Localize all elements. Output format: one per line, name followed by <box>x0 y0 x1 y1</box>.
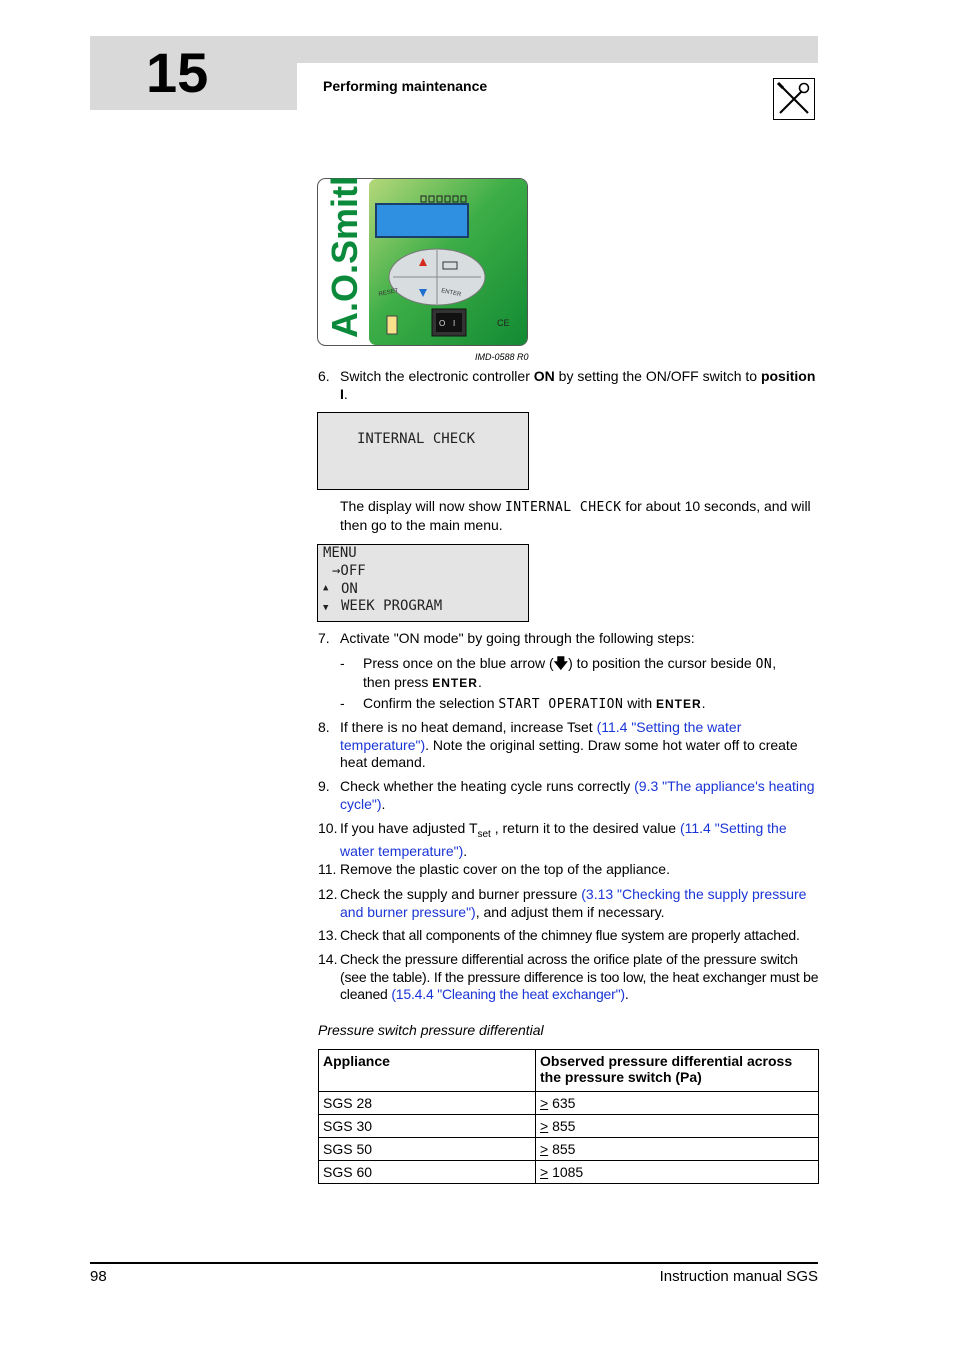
enter-label: ENTER <box>440 288 462 299</box>
switch-on-label: I <box>453 319 456 328</box>
header-appliance: Appliance <box>319 1050 536 1092</box>
manual-title: Instruction manual SGS <box>659 1268 818 1285</box>
reset-label: RESET <box>378 287 399 298</box>
lcd-main-menu: MENU →OFF ▲ ON ▼ WEEK PROGRAM <box>317 544 529 622</box>
controller-figure <box>317 178 528 346</box>
footer-divider <box>90 1262 818 1264</box>
link-cleaning-heat-exchanger[interactable]: (15.4.4 "Cleaning the heat exchanger") <box>391 986 625 1002</box>
page-number: 98 <box>90 1268 107 1285</box>
figure-caption: IMD-0588 R0 <box>475 352 529 362</box>
link-setting-water-temperature-2[interactable]: (11.4 "Setting the water temperature") <box>340 820 787 860</box>
table-row: SGS 30 > 855 <box>319 1115 819 1138</box>
link-heating-cycle[interactable]: (9.3 "The appliance's heating cycle") <box>340 778 815 812</box>
tools-icon <box>773 78 815 120</box>
table-row: SGS 50 > 855 <box>319 1138 819 1161</box>
chapter-number: 15 <box>146 41 209 104</box>
ce-mark: CE <box>497 318 510 328</box>
header-pressure: Observed pressure differential across the pressure switch (Pa) <box>536 1050 819 1092</box>
up-arrow-icon: ▲ <box>323 583 329 593</box>
display-note: The display will now show INTERNAL CHECK for about 10 seconds, and will then go to the main menu. <box>340 498 811 533</box>
pressure-table <box>318 1049 819 1184</box>
link-supply-pressure[interactable]: (3.13 "Checking the supply pressure and burner pressure") <box>340 886 807 920</box>
table-row: SGS 60 > 1085 <box>319 1161 819 1184</box>
down-arrow-icon: 🡇 <box>553 655 569 671</box>
section-title: Performing maintenance <box>323 78 488 94</box>
link-setting-water-temperature[interactable]: (11.4 "Setting the water temperature") <box>340 719 742 753</box>
switch-off-label: O <box>439 319 446 328</box>
down-arrow-icon: ▼ <box>323 603 329 613</box>
brand-logo: A.O.Smith <box>324 178 365 338</box>
table-caption: Pressure switch pressure differential <box>318 1022 544 1038</box>
table-header-row <box>319 1050 819 1092</box>
table-row: SGS 28 > 635 <box>319 1092 819 1115</box>
lcd-internal-check: INTERNAL CHECK <box>317 412 529 490</box>
